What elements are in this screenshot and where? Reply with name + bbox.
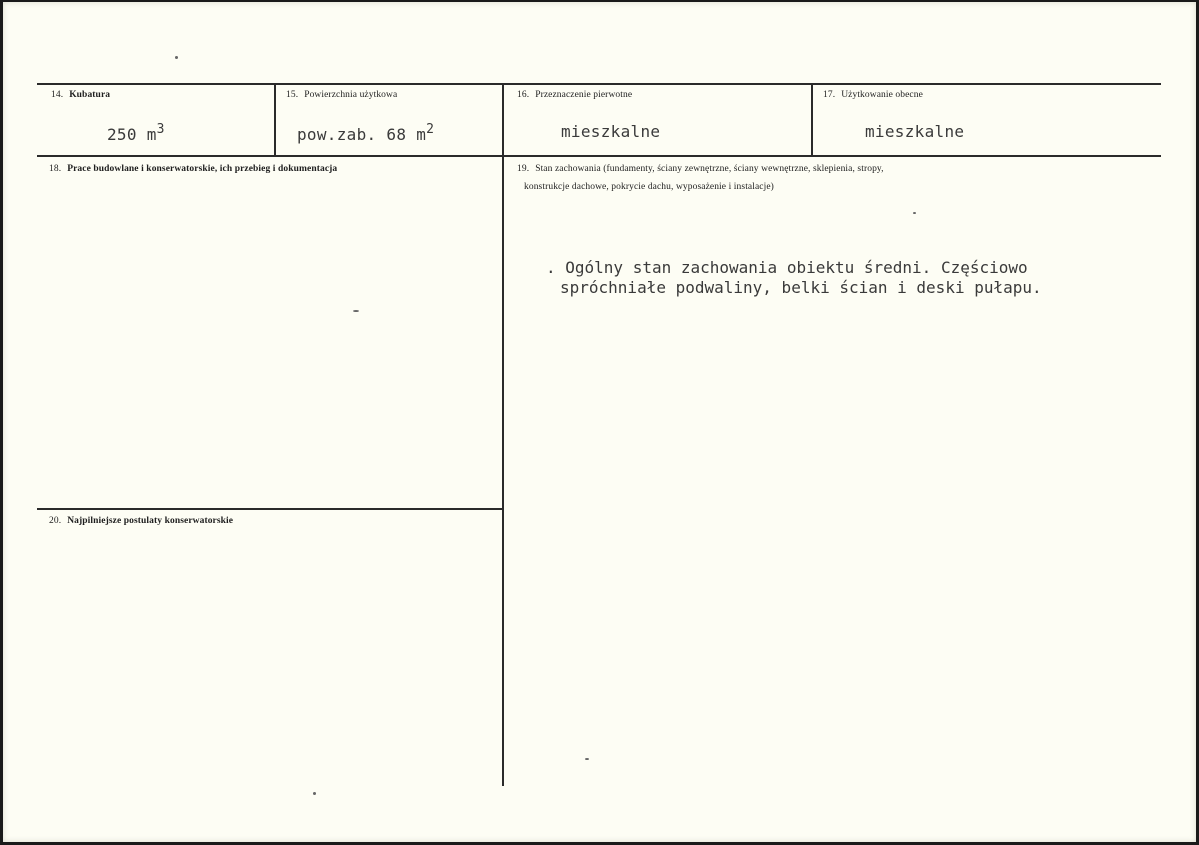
field-19-number: 19. <box>517 164 530 174</box>
divider-main <box>502 84 504 786</box>
field-15-label <box>286 90 397 100</box>
paper-speck <box>353 310 359 312</box>
field-14-value <box>107 122 165 144</box>
condition-text-line2: spróchniałe podwaliny, belki ścian i deski pułapu. <box>560 278 1042 297</box>
field-20-title: Najpilniejsze postulaty konserwatorskie <box>67 516 234 526</box>
field-17-number: 17. <box>823 90 836 100</box>
top-rule <box>37 83 1161 85</box>
field-15-value <box>297 122 434 144</box>
field-16-value: mieszkalne <box>561 122 661 141</box>
field-15-number: 15. <box>286 90 299 100</box>
field-14-number: 14. <box>51 90 64 100</box>
record-card <box>3 2 1196 842</box>
field-20-number: 20. <box>49 516 62 526</box>
field-17-label <box>823 90 923 100</box>
field-14-label <box>51 90 110 100</box>
field-16-number: 16. <box>517 90 530 100</box>
field-19-label-line1 <box>517 164 884 174</box>
field-19-title: Stan zachowania (fundamenty, ściany zewnętrzne, ściany wewnętrzne, sklepienia, stropy, <box>535 164 884 174</box>
field-18-title: Prace budowlane i konserwatorskie, ich przebieg i dokumentacja <box>67 164 338 174</box>
paper-speck <box>585 758 589 760</box>
row-1-bottom-rule <box>37 155 1161 157</box>
paper-speck <box>313 792 316 795</box>
field-18-number: 18. <box>49 164 62 174</box>
divider-16-17 <box>811 84 813 156</box>
powierzchnia-value: pow.zab. 68 m <box>297 125 427 144</box>
field-20-label <box>49 516 233 526</box>
powierzchnia-unit-exponent: 2 <box>426 122 435 137</box>
field-15-title: Powierzchnia użytkowa <box>304 90 398 100</box>
paper-speck <box>913 212 916 214</box>
field-19-label-line2: konstrukcje dachowe, pokrycie dachu, wyposażenie i instalacje) <box>524 182 774 192</box>
field-18-label <box>49 164 337 174</box>
field-17-value: mieszkalne <box>865 122 965 141</box>
field-17-title: Użytkowanie obecne <box>841 90 923 100</box>
field-14-title: Kubatura <box>69 90 111 100</box>
condition-text-line1: . Ogólny stan zachowania obiektu średni. Częściowo <box>546 258 1028 277</box>
field-16-title: Przeznaczenie pierwotne <box>535 90 633 100</box>
kubatura-unit-exponent: 3 <box>156 122 165 137</box>
paper-speck <box>175 56 178 59</box>
divider-14-15 <box>274 84 276 156</box>
kubatura-value: 250 m <box>107 125 157 144</box>
field-16-label <box>517 90 632 100</box>
row-2-left-bottom-rule <box>37 508 502 510</box>
